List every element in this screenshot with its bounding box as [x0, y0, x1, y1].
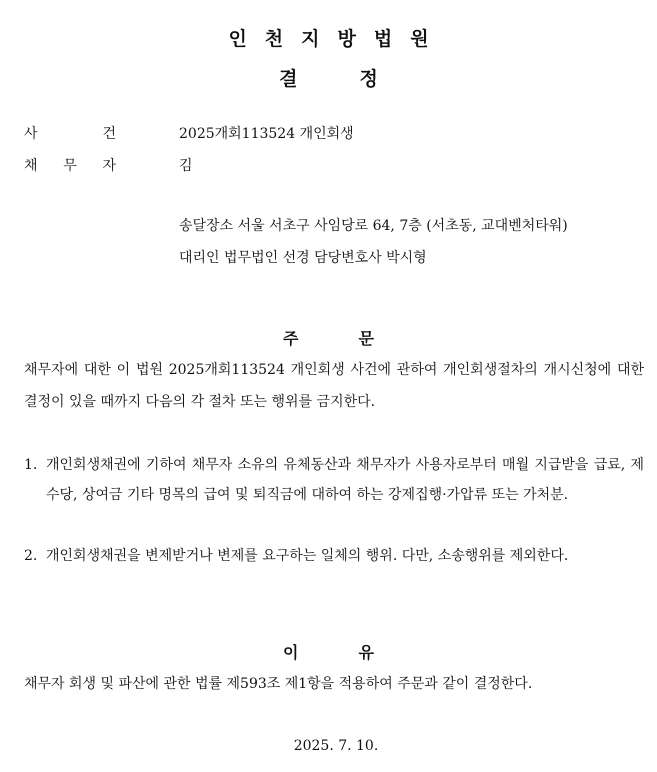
case-number: 2025개회113524 개인회생 — [179, 126, 354, 142]
order-item-1 — [24, 450, 644, 510]
order-intro-paragraph: 채무자에 대한 이 법원 2025개회113524 개인회생 사건에 관하여 개인회생절차의 개시신청에 대한 결정이 있을 때까지 다음의 각 절차 또는 행위를 금지한다. — [24, 362, 644, 410]
order-item-number: 2. — [24, 548, 38, 564]
document-type-title — [0, 64, 657, 91]
legal-agent: 대리인 법무법인 선경 담당변호사 박시형 — [179, 250, 427, 266]
document-type-char-2: 정 — [359, 68, 378, 90]
document-type-char-1: 결 — [279, 68, 298, 90]
order-title: 주 문 — [283, 329, 374, 348]
service-address: 송달장소 서울 서초구 사임당로 64, 7층 (서초동, 교대벤처타워) — [179, 218, 568, 234]
order-item-number: 1. — [24, 457, 38, 473]
reason-title: 이 유 — [283, 643, 374, 662]
decision-date: 2025. 7. 10. — [293, 738, 379, 754]
court-name: 인천지방법원 — [228, 28, 447, 50]
debtor-label: 채 무 자 — [24, 158, 116, 174]
reason-paragraph: 채무자 회생 및 파산에 관한 법률 제593조 제1항을 적용하여 주문과 같이 결정한다. — [24, 676, 533, 692]
case-label: 사 건 — [24, 126, 116, 142]
debtor-name: 김 — [179, 158, 193, 174]
order-item-text: 개인회생채권을 변제받거나 변제를 요구하는 일체의 행위. 다만, 소송행위를 제외한다. — [46, 548, 569, 564]
order-item-text: 개인회생채권에 기하여 채무자 소유의 유체동산과 채무자가 사용자로부터 매월 지급받을 급료, 제수당, 상여금 기타 명목의 급여 및 퇴직금에 대하여 하는 강제집행·가압류 또는 가처분. — [46, 457, 644, 503]
order-item-2 — [24, 541, 644, 571]
